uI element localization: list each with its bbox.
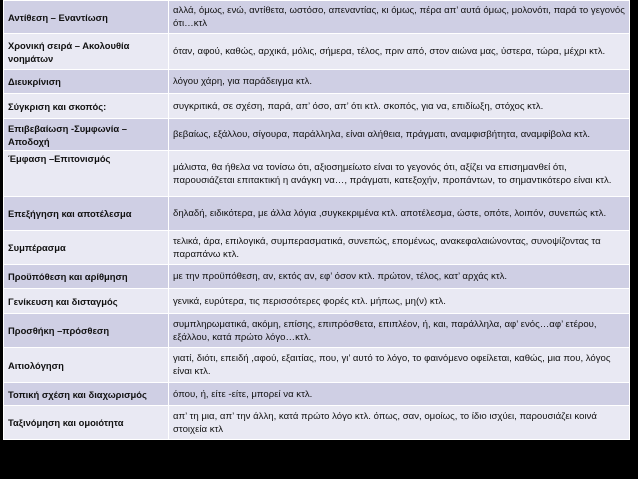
- table-row: [4, 70, 630, 94]
- table-row: [4, 314, 630, 348]
- table-row: [4, 119, 630, 151]
- category-cell: Γενίκευση και δισταγμός: [4, 289, 169, 314]
- category-cell: Επιβεβαίωση -Συμφωνία – Αποδοχή: [4, 119, 169, 151]
- category-cell: Επεξήγηση και αποτέλεσμα: [4, 197, 169, 231]
- connectives-cell: δηλαδή, ειδικότερα, με άλλα λόγια ,συγκεκριμένα κτλ. αποτέλεσμα, ώστε, οπότε, λοιπόν, συνεπώς κτλ.: [169, 197, 630, 231]
- connectives-cell: όπου, ή, είτε -είτε, μπορεί να κτλ.: [169, 383, 630, 406]
- table-row: [4, 1, 630, 34]
- connectives-cell: συμπληρωματικά, ακόμη, επίσης, επιπρόσθετα, επιπλέον, ή, και, παράλληλα, αφ’ ενός…αφ’ ετέρου, εξάλλου, κατά πρώτο λόγο…κτλ.: [169, 314, 630, 348]
- connectives-cell: τελικά, άρα, επιλογικά, συμπερασματικά, συνεπώς, επομένως, ανακεφαλαιώνοντας, συνοψίζοντας τα παραπάνω κτλ.: [169, 231, 630, 265]
- connectives-cell: λόγου χάρη, για παράδειγμα κτλ.: [169, 70, 630, 94]
- table-row: [4, 406, 630, 440]
- table-row: [4, 289, 630, 314]
- table-row: [4, 231, 630, 265]
- connectives-cell: με την προϋπόθεση, αν, εκτός αν, εφ’ όσον κτλ. πρώτον, τέλος, κατ’ αρχάς κτλ.: [169, 265, 630, 289]
- connectives-cell: γενικά, ευρύτερα, τις περισσότερες φορές κτλ. μήπως, μη(ν) κτλ.: [169, 289, 630, 314]
- table-row: [4, 151, 630, 197]
- connectives-cell: απ’ τη μια, απ’ την άλλη, κατά πρώτο λόγο κτλ. όπως, σαν, ομοίως, το ίδιο ισχύει, παρουσιάζει κοινά στοιχεία κτλ: [169, 406, 630, 440]
- category-cell: Διευκρίνιση: [4, 70, 169, 94]
- connectives-cell: όταν, αφού, καθώς, αρχικά, μόλις, σήμερα, τέλος, πριν από, στον αιώνα μας, ύστερα, τώρα, μέχρι κτλ.: [169, 34, 630, 70]
- table-row: [4, 94, 630, 119]
- category-cell: Προσθήκη –πρόσθεση: [4, 314, 169, 348]
- category-cell: Χρονική σειρά – Ακολουθία νοημάτων: [4, 34, 169, 70]
- table-row: [4, 197, 630, 231]
- category-cell: Ταξινόμηση και ομοιότητα: [4, 406, 169, 440]
- category-cell: Σύγκριση και σκοπός:: [4, 94, 169, 119]
- table-row: [4, 348, 630, 383]
- connectives-cell: συγκριτικά, σε σχέση, παρά, απ’ όσο, απ’ ότι κτλ. σκοπός, για να, επιδίωξη, στόχος κτλ.: [169, 94, 630, 119]
- connectives-cell: αλλά, όμως, ενώ, αντίθετα, ωστόσο, απεναντίας, κι όμως, πέρα απ’ αυτά όμως, μολονότι, παρά το γεγονός ότι…κτλ: [169, 1, 630, 34]
- category-cell: Συμπέρασμα: [4, 231, 169, 265]
- connectives-cell: μάλιστα, θα ήθελα να τονίσω ότι, αξιοσημείωτο είναι το γεγονός ότι, αξίζει να επισημανθεί ότι, παρουσιάζεται επιτακτική η ανάγκη να…, πράγματι, κατεξοχήν, προπάντων, το σημαντικότερο είναι κτλ.: [169, 151, 630, 197]
- category-cell: Έμφαση –Επιτονισμός: [4, 151, 169, 197]
- category-cell: Αιτιολόγηση: [4, 348, 169, 383]
- table-row: [4, 265, 630, 289]
- connectives-table: [3, 0, 630, 440]
- connectives-cell: βεβαίως, εξάλλου, σίγουρα, παράλληλα, είναι αλήθεια, πράγματι, αναμφισβήτητα, αναμφίβολα κτλ.: [169, 119, 630, 151]
- table-row: [4, 34, 630, 70]
- category-cell: Αντίθεση – Εναντίωση: [4, 1, 169, 34]
- connectives-cell: γιατί, διότι, επειδή ,αφού, εξαιτίας, που, γι’ αυτό το λόγο, το φαινόμενο οφείλεται, καθώς, μια που, λόγος είναι κτλ.: [169, 348, 630, 383]
- category-cell: Τοπική σχέση και διαχωρισμός: [4, 383, 169, 406]
- table-row: [4, 383, 630, 406]
- category-cell: Προϋπόθεση και αρίθμηση: [4, 265, 169, 289]
